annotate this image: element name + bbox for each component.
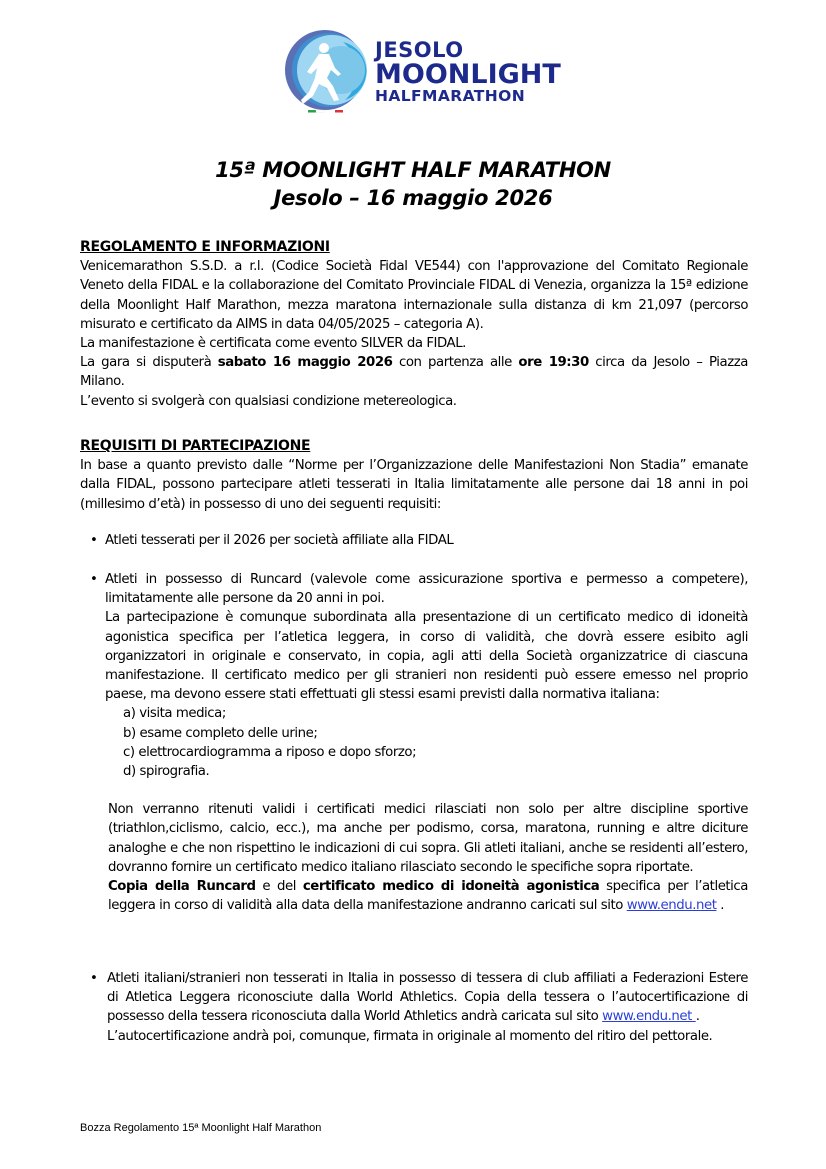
paragraph: In base a quanto previsto dalle “Norme per l’Organizzazione delle Manifestazioni Non Stadia” emanate dalla FIDAL, possono partecipare atleti tesserati in Italia limitatamente alle persone dai 18 anni in poi (millesimo d’età) in possesso di uno dei seguenti requisiti: bbox=[80, 458, 748, 512]
list-item-body bbox=[105, 570, 748, 915]
paragraph: Non verranno ritenuti validi i certificati medici rilasciati non solo per altre discipline sportive (triathlon,ciclismo, calcio, ecc.), ma anche per podismo, corsa, maratona, running e altre diciture analoghe e che non rispettino le indicazioni di cui sopra. Gli atleti italiani, anche se residenti all’estero, dovranno fornire un certificato medico italiano rilasciato secondo le specifiche sopra riportate. bbox=[108, 802, 748, 875]
logo-line-halfmarathon: HALFMARATHON bbox=[375, 87, 526, 105]
text: circa da Jesolo – Piazza Milano. bbox=[80, 355, 748, 390]
exam-item: c) elettrocardiogramma a riposo e dopo sforzo; bbox=[123, 744, 417, 760]
start-time: ore 19:30 bbox=[518, 355, 589, 371]
logo-line-jesolo: JESOLO bbox=[375, 38, 464, 62]
bullet-icon: • bbox=[90, 533, 98, 548]
event-logo bbox=[283, 30, 563, 120]
text: . bbox=[716, 898, 725, 914]
document-title: 15ª MOONLIGHT HALF MARATHON bbox=[215, 158, 611, 182]
paragraph bbox=[108, 877, 748, 915]
logo-wordmark bbox=[375, 40, 561, 105]
section-requisiti bbox=[80, 437, 748, 514]
document-subtitle: Jesolo – 16 maggio 2026 bbox=[273, 186, 553, 210]
text: specifica per l’atletica leggera in corso di validità alla data della manifestazione andranno caricati sul sito bbox=[108, 879, 748, 914]
list-item-text: Atleti tesserati per il 2026 per società affiliate alla FIDAL bbox=[105, 533, 454, 548]
paragraph bbox=[107, 969, 748, 1027]
page-footer: Bozza Regolamento 15ª Moonlight Half Marathon bbox=[80, 1122, 322, 1134]
paragraph: Atleti in possesso di Runcard (valevole come assicurazione sportiva e permesso a competere), limitatamente alle persone da 20 anni in poi. bbox=[105, 572, 748, 607]
paragraph: L’autocertificazione andrà poi, comunque, firmata in originale al momento del ritiro del pettorale. bbox=[107, 1028, 713, 1044]
bullet-icon: • bbox=[90, 572, 98, 587]
list-item-body bbox=[107, 969, 748, 1046]
runner-moon-emblem-icon bbox=[283, 30, 373, 115]
text-bold: certificato medico di idoneità agonistica bbox=[302, 879, 600, 895]
paragraph: La manifestazione è certificata come evento SILVER da FIDAL. bbox=[80, 336, 466, 352]
section-heading: REQUISITI DI PARTECIPAZIONE bbox=[80, 438, 311, 454]
bullet-icon: • bbox=[90, 971, 98, 986]
endu-link[interactable]: www.endu.net bbox=[602, 1009, 696, 1025]
exam-item: a) visita medica; bbox=[123, 706, 226, 722]
text: La gara si disputerà bbox=[80, 355, 218, 371]
text-bold: Copia della Runcard bbox=[108, 879, 256, 895]
logo-line-moonlight: MOONLIGHT bbox=[375, 59, 561, 90]
paragraph: La partecipazione è comunque subordinata alla presentazione di un certificato medico di idoneità agonistica specifica per l’atletica leggera, in corso di validità, che dovrà essere esibito agli organizzatori in originale e conservato, in copia, agli atti della Società organizzatrice di ciascuna manifestazione. Il certificato medico per gli stranieri non residenti può essere emesso nel proprio paese, ma devono essere stati effettuati gli stessi esami previsti dalla normativa italiana: bbox=[105, 610, 748, 703]
exam-list bbox=[105, 704, 748, 781]
paragraph: L’evento si svolgerà con qualsiasi condizione metereologica. bbox=[80, 393, 457, 409]
text: con partenza alle bbox=[392, 355, 519, 371]
exam-item: b) esame completo delle urine; bbox=[123, 725, 318, 741]
text: e del bbox=[255, 879, 303, 895]
text: Atleti italiani/stranieri non tesserati in Italia in possesso di tessera di club affiliati a Federazioni Estere di Atletica Leggera riconosciute dalla World Athletics. Copia della tessera o l’autocertificazione di possesso della tessera riconosciuta dalla World Athletics andrà caricata sul sito bbox=[107, 971, 748, 1025]
exam-item: d) spirografia. bbox=[123, 764, 210, 780]
race-date: sabato 16 maggio 2026 bbox=[217, 355, 393, 371]
section-heading: REGOLAMENTO E INFORMAZIONI bbox=[80, 239, 330, 255]
paragraph: Venicemarathon S.S.D. a r.l. (Codice Società Fidal VE544) con l'approvazione del Comitato Regionale Veneto della FIDAL e la collaborazione del Comitato Provinciale FIDAL di Venezia, organizza la 15ª edizione della Moonlight Half Marathon, mezza maratona internazionale sulla distanza di km 21,097 (percorso misurato e certificato da AIMS in data 04/05/2025 – categoria A). bbox=[80, 259, 748, 332]
endu-link[interactable]: www.endu.net bbox=[626, 898, 717, 914]
text: . bbox=[695, 1009, 700, 1025]
paragraph bbox=[80, 353, 748, 391]
section-regolamento bbox=[80, 238, 748, 411]
